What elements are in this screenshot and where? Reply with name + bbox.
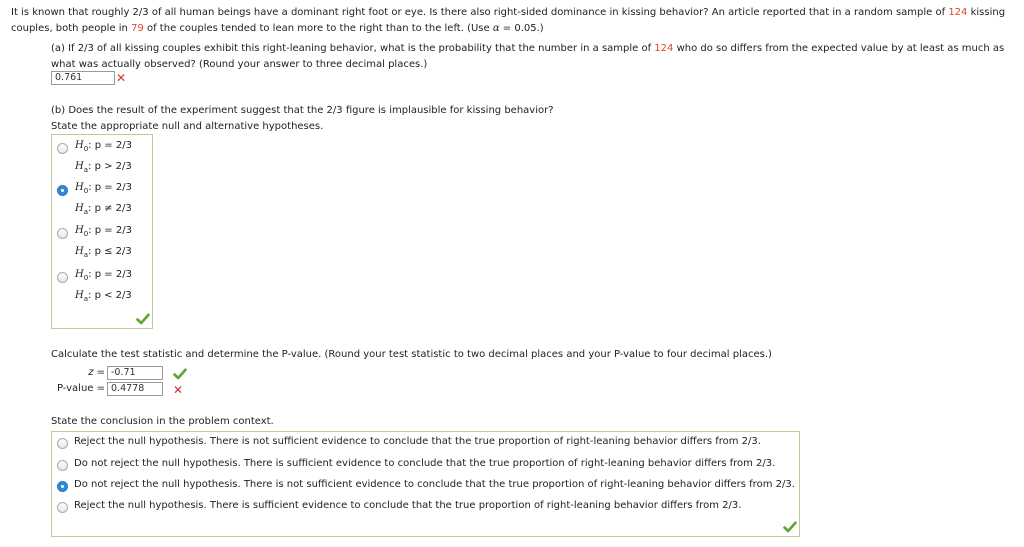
count-value: 79 (131, 23, 144, 34)
z-statistic-row (51, 366, 191, 380)
conclusion-radio-3[interactable] (57, 481, 68, 492)
conclusion-option-4[interactable]: Reject the null hypothesis. There is sufficient evidence to conclude that the true proportion of right-leaning behavior differs from 2/3. (74, 500, 742, 511)
check-icon (173, 368, 187, 380)
x-icon: ✕ (173, 383, 184, 397)
null-hypothesis: $H_0$: p = 2/3 (75, 140, 132, 153)
part-b-instruction: State the appropriate null and alternative hypotheses. (51, 121, 324, 132)
sample-size-value: 124 (948, 7, 968, 18)
hypothesis-radio-3[interactable] (57, 228, 68, 239)
conclusion-prompt: State the conclusion in the problem context. (51, 416, 274, 427)
part-a-answer-input[interactable]: 0.761 (51, 71, 115, 85)
p-value-row (51, 382, 191, 396)
null-hypothesis: $H_0$: p = 2/3 (75, 225, 132, 238)
p-value-label: P-value = (56, 383, 105, 394)
p-value-input[interactable]: 0.4778 (107, 382, 163, 396)
hypothesis-option-4[interactable] (75, 269, 132, 305)
part-b-question-text: (b) Does the result of the experiment suggest that the 2/3 figure is implausible for kissing behavior? (51, 105, 554, 116)
conclusion-radio-2[interactable] (57, 460, 68, 471)
part-a-question: (a) If 2/3 of all kissing couples exhibit this right-leaning behavior, what is the probability that the number in a sample of 124 who do so differs from the expected value by at least as much as what was actually observed? (Round your answer to three decimal places.) (51, 43, 1005, 70)
hypothesis-radio-1[interactable] (57, 143, 68, 154)
hypotheses-option-group (51, 134, 153, 329)
null-hypothesis: $H_0$: p = 2/3 (75, 269, 132, 282)
hypothesis-option-2[interactable] (75, 182, 132, 218)
part-b-question (51, 103, 554, 135)
null-hypothesis: $H_0$: p = 2/3 (75, 182, 132, 195)
conclusion-option-group (51, 431, 800, 537)
alternative-hypothesis: $H_a$: p > 2/3 (75, 161, 132, 174)
z-statistic-input[interactable]: -0.71 (107, 366, 163, 380)
z-label: z = (88, 367, 105, 378)
alternative-hypothesis: $H_a$: p < 2/3 (75, 290, 132, 303)
alternative-hypothesis: $H_a$: p ≤ 2/3 (75, 246, 132, 259)
hypothesis-option-3[interactable] (75, 225, 132, 261)
conclusion-radio-1[interactable] (57, 438, 68, 449)
hypothesis-radio-2[interactable] (57, 185, 68, 196)
conclusion-radio-4[interactable] (57, 502, 68, 513)
check-icon (136, 313, 150, 325)
alternative-hypothesis: $H_a$: p ≠ 2/3 (75, 203, 132, 216)
hypothesis-radio-4[interactable] (57, 272, 68, 283)
part-a-sample-size: 124 (654, 43, 674, 54)
check-icon (783, 521, 797, 533)
conclusion-option-2[interactable]: Do not reject the null hypothesis. There is sufficient evidence to conclude that the true proportion of right-leaning behavior differs from 2/3. (74, 458, 776, 469)
x-icon: ✕ (116, 71, 127, 85)
hypothesis-option-1[interactable] (75, 140, 132, 176)
problem-intro: It is known that roughly 2/3 of all human beings have a dominant right foot or eye. Is there also right-sided dominance in kissing behavior? An article reported that in a random sample of 124 kissing couples, both people in 79 of the couples tended to lean more to the right than to the left. (Use α = 0.05.) (11, 7, 1006, 34)
conclusion-option-1[interactable]: Reject the null hypothesis. There is not sufficient evidence to conclude that the true proportion of right-leaning behavior differs from 2/3. (74, 436, 761, 447)
alpha-symbol: α (492, 23, 500, 34)
conclusion-option-3[interactable]: Do not reject the null hypothesis. There is not sufficient evidence to conclude that the true proportion of right-leaning behavior differs from 2/3. (74, 479, 795, 490)
calc-prompt: Calculate the test statistic and determine the P-value. (Round your test statistic to two decimal places and your P-value to four decimal places.) (51, 349, 772, 360)
